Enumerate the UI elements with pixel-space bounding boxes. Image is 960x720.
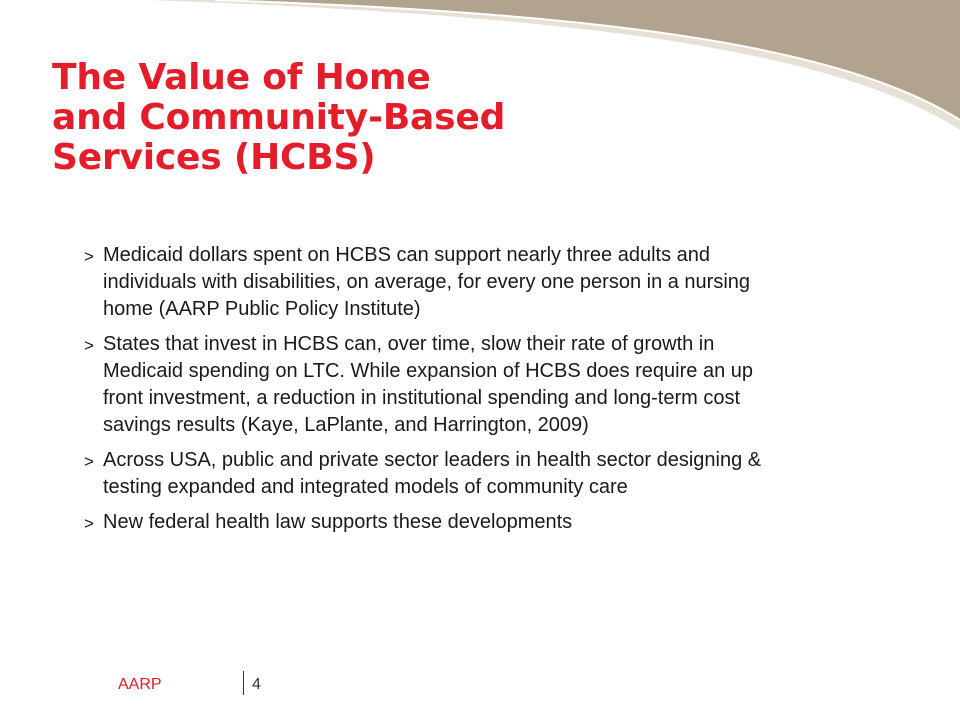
bullet-text-line: Across USA, public and private sector leaders in health sector designing & (103, 449, 762, 471)
title-line: Services (HCBS) (52, 137, 376, 178)
bullet-text-line: Medicaid dollars spent on HCBS can support nearly three adults and (103, 244, 711, 266)
bullet-text-line: testing expanded and integrated models of community care (103, 476, 628, 498)
bullet-item (84, 242, 904, 323)
bullet-marker: > (84, 514, 94, 533)
page-number: 4 (252, 676, 261, 693)
bullet-marker: > (84, 336, 94, 355)
slide-title (52, 58, 612, 178)
bullet-item (84, 509, 904, 536)
bullet-text-line: individuals with disabilities, on average, for every one person in a nursing (103, 271, 751, 293)
bullet-item (84, 447, 904, 501)
bullet-marker: > (84, 247, 94, 266)
bullet-text-line: front investment, a reduction in institutional spending and long-term cost (103, 387, 741, 409)
bullet-text-line: savings results (Kaye, LaPlante, and Harrington, 2009) (103, 414, 589, 436)
bullet-text-line: New federal health law supports these developments (103, 511, 573, 533)
footer-brand: AARP (118, 676, 162, 693)
bullet-text-line: States that invest in HCBS can, over time, slow their rate of growth in (103, 333, 715, 355)
bullet-marker: > (84, 452, 94, 471)
footer-divider (243, 671, 244, 695)
title-line: and Community-Based (52, 97, 506, 138)
bullet-text-line: Medicaid spending on LTC. While expansion of HCBS does require an up (103, 360, 753, 382)
bullet-list (84, 242, 904, 544)
title-line: The Value of Home (52, 57, 431, 98)
bullet-item (84, 331, 904, 439)
bullet-text-line: home (AARP Public Policy Institute) (103, 298, 421, 320)
